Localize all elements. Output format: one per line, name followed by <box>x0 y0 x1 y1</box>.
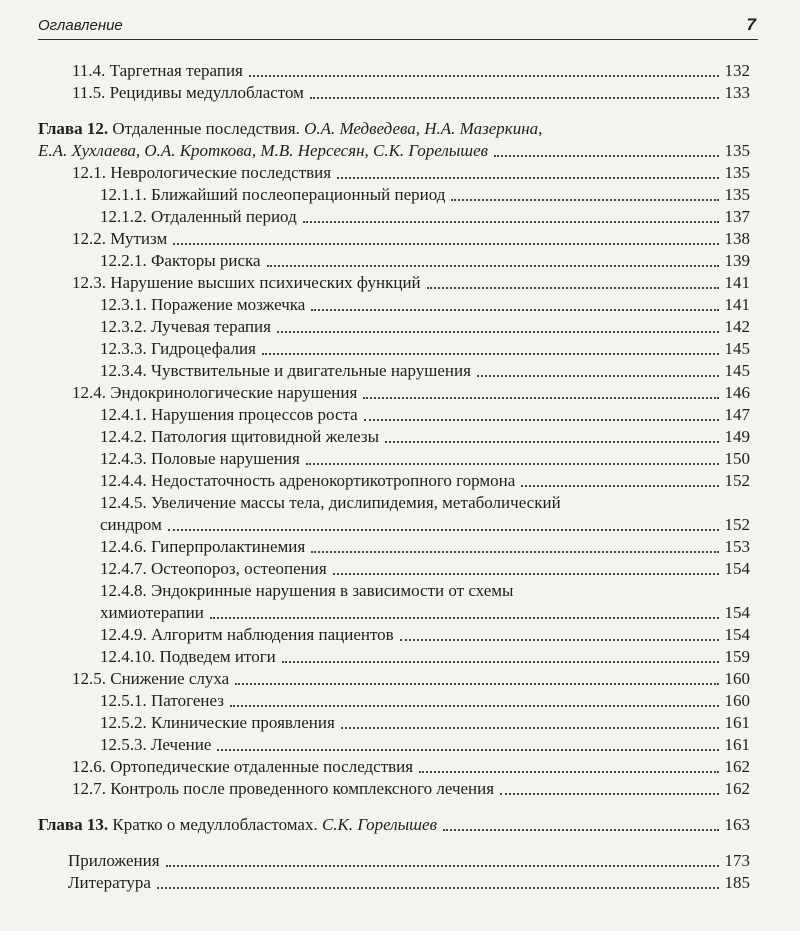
leader-dots <box>277 331 719 333</box>
leader-dots <box>217 749 718 751</box>
toc-entry-title: Литература <box>68 873 151 892</box>
running-head-title: Оглавление <box>38 17 123 34</box>
toc-entry-number: 12.3.3. <box>100 339 147 358</box>
toc-entry[interactable] <box>100 404 750 426</box>
leader-dots <box>500 793 718 795</box>
leader-dots <box>477 375 719 377</box>
toc-entry[interactable] <box>100 426 750 448</box>
toc-page-number: 159 <box>724 647 750 666</box>
toc-entry-number: 12.5. <box>72 669 106 688</box>
toc-entry-number: 12.4.1. <box>100 405 147 424</box>
toc-entry-number: 12.7. <box>72 779 106 798</box>
toc-entry-title: Ближайший послеоперационный период <box>151 185 446 204</box>
leader-dots <box>306 463 719 465</box>
toc-page-number: 137 <box>724 207 750 226</box>
toc-entry-number: 12.4.4. <box>100 471 147 490</box>
toc-entry-number: 12.3.4. <box>100 361 147 380</box>
leader-dots <box>230 705 719 707</box>
toc-page-number: 152 <box>724 515 750 534</box>
toc-entry-number: 12.3. <box>72 273 106 292</box>
toc-entry[interactable] <box>68 872 750 894</box>
toc-entry[interactable] <box>72 778 750 800</box>
toc-page-number: 173 <box>724 851 750 870</box>
running-head-page-number: 7 <box>746 15 756 34</box>
toc-page-number: 141 <box>724 295 750 314</box>
running-head <box>38 17 758 40</box>
chapter-authors: Е.А. Хухлаева, О.А. Кроткова, М.В. Нерсесян, С.К. Горелышев <box>38 141 489 160</box>
toc-entry-title: Рецидивы медуллобластом <box>109 83 304 102</box>
toc-entry[interactable] <box>100 316 750 338</box>
leader-dots <box>364 419 719 421</box>
leader-dots <box>521 485 718 487</box>
toc-page-number: 147 <box>724 405 750 424</box>
toc-entry[interactable] <box>100 624 750 646</box>
toc-page-number: 150 <box>724 449 750 468</box>
toc-entry-title: Увеличение массы тела, дислипидемия, метаболический <box>151 493 561 512</box>
chapter-label: Глава 12. <box>38 119 109 138</box>
toc-page-number: 135 <box>724 185 750 204</box>
toc-entry[interactable] <box>100 294 750 316</box>
toc-page-number: 149 <box>724 427 750 446</box>
toc-entry-number: 11.4. <box>72 61 106 80</box>
toc-page-number: 153 <box>724 537 750 556</box>
leader-dots <box>311 309 718 311</box>
leader-dots <box>303 221 719 223</box>
toc-entry[interactable] <box>100 206 750 228</box>
toc-entry-title: Гиперпролактинемия <box>151 537 306 556</box>
toc-entry[interactable] <box>72 668 750 690</box>
toc-page-number: 154 <box>724 625 750 644</box>
toc-entry-title: Половые нарушения <box>151 449 300 468</box>
chapter-authors: С.К. Горелышев <box>321 815 437 834</box>
toc-entry[interactable] <box>100 184 750 206</box>
toc-entry-number: 12.4.6. <box>100 537 147 556</box>
toc-entry-title: Приложения <box>68 851 160 870</box>
toc-page-number: 152 <box>724 471 750 490</box>
toc-entry-number: 12.5.2. <box>100 713 147 732</box>
toc-entry-title: Клинические проявления <box>151 713 335 732</box>
toc-entry[interactable] <box>72 162 750 184</box>
toc-entry[interactable] <box>72 272 750 294</box>
toc-entry-number: 12.4.3. <box>100 449 147 468</box>
toc-entry-title: Отдаленный период <box>151 207 297 226</box>
chapter-authors: О.А. Медведева, Н.А. Мазеркина, <box>304 119 543 138</box>
leader-dots <box>385 441 718 443</box>
toc-entry[interactable] <box>100 470 750 492</box>
toc-entry[interactable] <box>100 558 750 580</box>
toc-entry[interactable] <box>72 228 750 250</box>
toc-entry-title: Нарушение высших психических функций <box>110 273 421 292</box>
chapter-label: Глава 13. <box>38 815 109 834</box>
leader-dots <box>419 771 718 773</box>
toc-entry[interactable] <box>72 756 750 778</box>
toc-entry-number: 12.4. <box>72 383 106 402</box>
leader-dots <box>166 865 719 867</box>
toc-page-number: 145 <box>724 339 750 358</box>
toc-entry-title: Поражение мозжечка <box>151 295 306 314</box>
toc-page-number: 160 <box>724 669 750 688</box>
toc-entry[interactable] <box>100 690 750 712</box>
toc-entry[interactable] <box>100 492 750 536</box>
leader-dots <box>443 829 719 831</box>
toc-page-number: 146 <box>724 383 750 402</box>
leader-dots <box>337 177 718 179</box>
leader-dots <box>262 353 719 355</box>
toc-entry-title: Снижение слуха <box>110 669 230 688</box>
leader-dots <box>400 639 719 641</box>
leader-dots <box>311 551 718 553</box>
toc-entry-title: Контроль после проведенного комплексного лечения <box>110 779 495 798</box>
toc-entry-title: Чувствительные и двигательные нарушения <box>151 361 471 380</box>
toc-entry[interactable] <box>68 850 750 872</box>
toc-page-number: 162 <box>724 757 750 776</box>
toc-chapter-entry[interactable] <box>38 118 750 162</box>
toc-entry-number: 12.5.3. <box>100 735 147 754</box>
toc-page-number: 142 <box>724 317 750 336</box>
toc-page-number: 135 <box>724 163 750 182</box>
toc-page-number: 163 <box>724 815 750 834</box>
toc-entry-title: Неврологические последствия <box>110 163 332 182</box>
toc-entry-number: 12.5.1. <box>100 691 147 710</box>
toc-entry[interactable] <box>100 448 750 470</box>
toc-entry-number: 12.3.2. <box>100 317 147 336</box>
toc-entry[interactable] <box>100 646 750 668</box>
leader-dots <box>235 683 718 685</box>
toc-page-number: 161 <box>724 735 750 754</box>
toc-page-number: 133 <box>724 83 750 102</box>
leader-dots <box>168 529 719 531</box>
toc-entry-number: 12.1.2. <box>100 207 147 226</box>
toc-entry[interactable] <box>100 580 750 624</box>
toc-entry-title: Недостаточность адренокортикотропного гормона <box>151 471 516 490</box>
toc-entry-number: 12.4.9. <box>100 625 147 644</box>
leader-dots <box>363 397 718 399</box>
leader-dots <box>282 661 719 663</box>
leader-dots <box>249 75 719 77</box>
toc-chapter-entry[interactable] <box>38 814 750 836</box>
toc-page-number: 185 <box>724 873 750 892</box>
toc-page-number: 161 <box>724 713 750 732</box>
toc-entry[interactable] <box>72 82 750 104</box>
toc-entry-title: Патология щитовидной железы <box>151 427 380 446</box>
toc-page-number: 162 <box>724 779 750 798</box>
toc-entry-number: 12.4.5. <box>100 493 147 512</box>
toc-entry-title: Таргетная терапия <box>109 61 243 80</box>
toc-entry-number: 12.4.8. <box>100 581 147 600</box>
toc-entry[interactable] <box>100 536 750 558</box>
leader-dots <box>267 265 719 267</box>
toc-entry-title: Эндокринные нарушения в зависимости от схемы <box>151 581 514 600</box>
toc-page-number: 160 <box>724 691 750 710</box>
leader-dots <box>333 573 719 575</box>
toc-entry-title-continuation: химиотерапии <box>100 603 204 622</box>
toc-entry-title: Мутизм <box>110 229 168 248</box>
toc-entry-title: Факторы риска <box>151 251 261 270</box>
toc-page-number: 154 <box>724 559 750 578</box>
toc-page-number: 139 <box>724 251 750 270</box>
toc-page-number: 145 <box>724 361 750 380</box>
toc-entry-title: Остеопороз, остеопения <box>151 559 327 578</box>
toc-entry-title: Эндокринологические нарушения <box>110 383 358 402</box>
toc-entry-title: Подведем итоги <box>159 647 276 666</box>
toc-page-number: 138 <box>724 229 750 248</box>
toc-entry-number: 11.5. <box>72 83 106 102</box>
toc-entry-number: 12.1. <box>72 163 106 182</box>
toc-entry-number: 12.2. <box>72 229 106 248</box>
leader-dots <box>157 887 719 889</box>
toc-page-number: 135 <box>724 141 750 160</box>
toc-entry-number: 12.3.1. <box>100 295 147 314</box>
toc-entry-title-continuation: синдром <box>100 515 162 534</box>
toc-entry[interactable] <box>72 60 750 82</box>
leader-dots <box>451 199 718 201</box>
toc-entry-number: 12.4.10. <box>100 647 156 666</box>
leader-dots <box>310 97 719 99</box>
leader-dots <box>494 155 718 157</box>
toc-page-number: 132 <box>724 61 750 80</box>
toc-entry-number: 12.6. <box>72 757 106 776</box>
toc-entry[interactable] <box>100 360 750 382</box>
toc-entry-title: Гидроцефалия <box>151 339 256 358</box>
leader-dots <box>210 617 719 619</box>
toc-entry[interactable] <box>100 734 750 756</box>
toc-entry[interactable] <box>100 712 750 734</box>
toc-page-number: 154 <box>724 603 750 622</box>
toc-entry-title: Лечение <box>151 735 212 754</box>
toc-page-number: 141 <box>724 273 750 292</box>
toc-entry[interactable] <box>100 250 750 272</box>
toc-entry[interactable] <box>100 338 750 360</box>
toc-entry-number: 12.4.2. <box>100 427 147 446</box>
leader-dots <box>427 287 719 289</box>
toc-entry-title: Патогенез <box>151 691 224 710</box>
toc-entry-title: Отдаленные последствия. <box>112 119 300 138</box>
toc-entry-title: Лучевая терапия <box>151 317 271 336</box>
toc-entry-title: Кратко о медуллобластомах. <box>112 815 318 834</box>
toc-entry-number: 12.4.7. <box>100 559 147 578</box>
toc-entry-number: 12.2.1. <box>100 251 147 270</box>
toc-entry[interactable] <box>72 382 750 404</box>
leader-dots <box>173 243 718 245</box>
toc-entry-title: Нарушения процессов роста <box>151 405 358 424</box>
leader-dots <box>341 727 719 729</box>
toc-entry-title: Алгоритм наблюдения пациентов <box>151 625 394 644</box>
toc-entry-number: 12.1.1. <box>100 185 147 204</box>
toc-entry-title: Ортопедические отдаленные последствия <box>110 757 414 776</box>
